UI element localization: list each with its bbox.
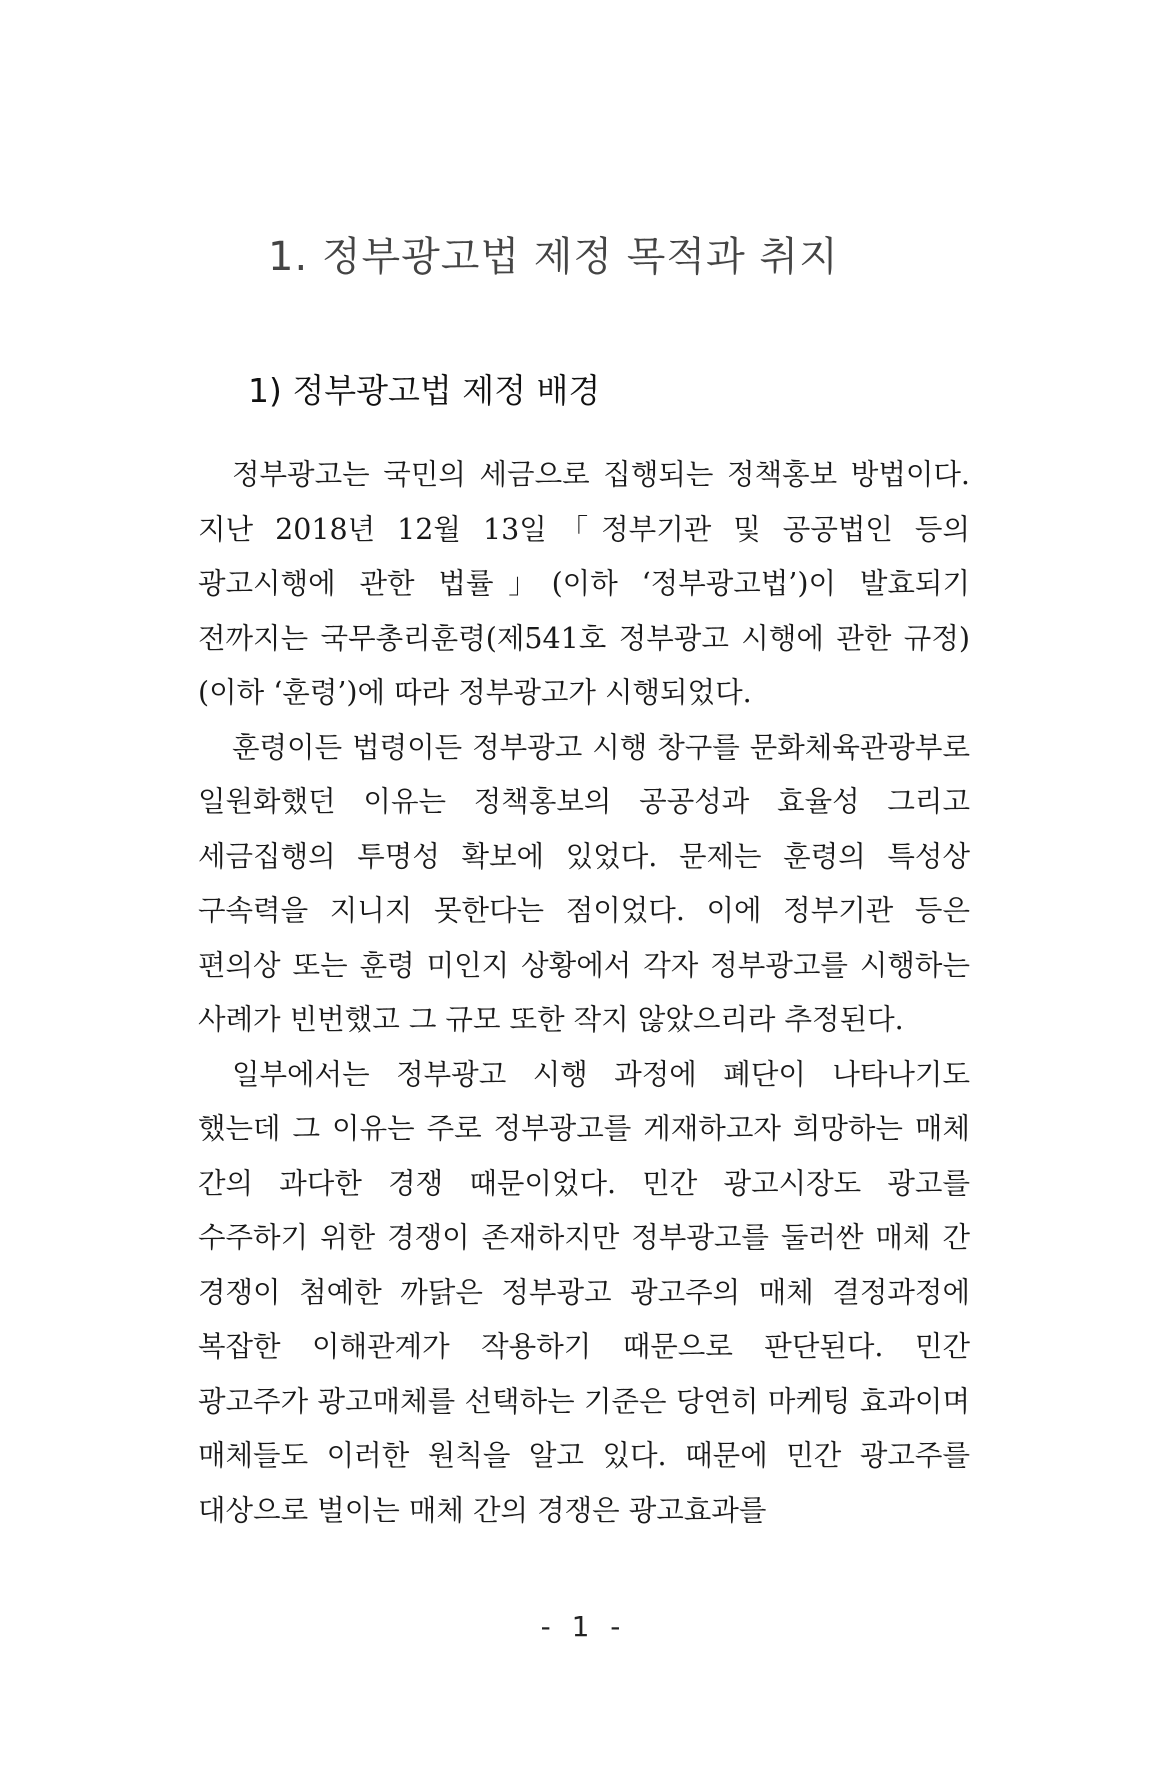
section-title: 1. 정부광고법 제정 목적과 취지	[268, 234, 839, 280]
paragraph-1: 정부광고는 국민의 세금으로 집행되는 정책홍보 방법이다. 지난 2018년 12월 13일「정부기관 및 공공법인 등의 광고시행에 관한 법률」(이하 ‘정부광고법’)이 발효되기 전까지는 국무총리훈령(제541호 정부광고 시행에 관한 규정)(이하 ‘훈령’)에 따라 정부광고가 시행되었다.	[198, 458, 970, 709]
body-text	[198, 448, 970, 1538]
paragraph-2: 훈령이든 법령이든 정부광고 시행 창구를 문화체육관광부로 일원화했던 이유는 정책홍보의 공공성과 효율성 그리고 세금집행의 투명성 확보에 있었다. 문제는 훈령의 특성상 구속력을 지니지 못한다는 점이었다. 이에 정부기관 등은 편의상 또는 훈령 미인지 상황에서 각자 정부광고를 시행하는 사례가 빈번했고 그 규모 또한 작지 않았으리라 추정된다.	[198, 730, 970, 1036]
page-number: - 1 -	[540, 1610, 627, 1643]
paragraph-3: 일부에서는 정부광고 시행 과정에 폐단이 나타나기도 했는데 그 이유는 주로 정부광고를 게재하고자 희망하는 매체 간의 과다한 경쟁 때문이었다. 민간 광고시장도 광고를 수주하기 위한 경쟁이 존재하지만 정부광고를 둘러싼 매체 간 경쟁이 첨예한 까닭은 정부광고 광고주의 매체 결정과정에 복잡한 이해관계가 작용하기 때문으로 판단된다. 민간 광고주가 광고매체를 선택하는 기준은 당연히 마케팅 효과이며 매체들도 이러한 원칙을 알고 있다. 때문에 민간 광고주를 대상으로 벌이는 매체 간의 경쟁은 광고효과를	[198, 1057, 970, 1527]
subsection-title: 1) 정부광고법 제정 배경	[248, 371, 601, 410]
